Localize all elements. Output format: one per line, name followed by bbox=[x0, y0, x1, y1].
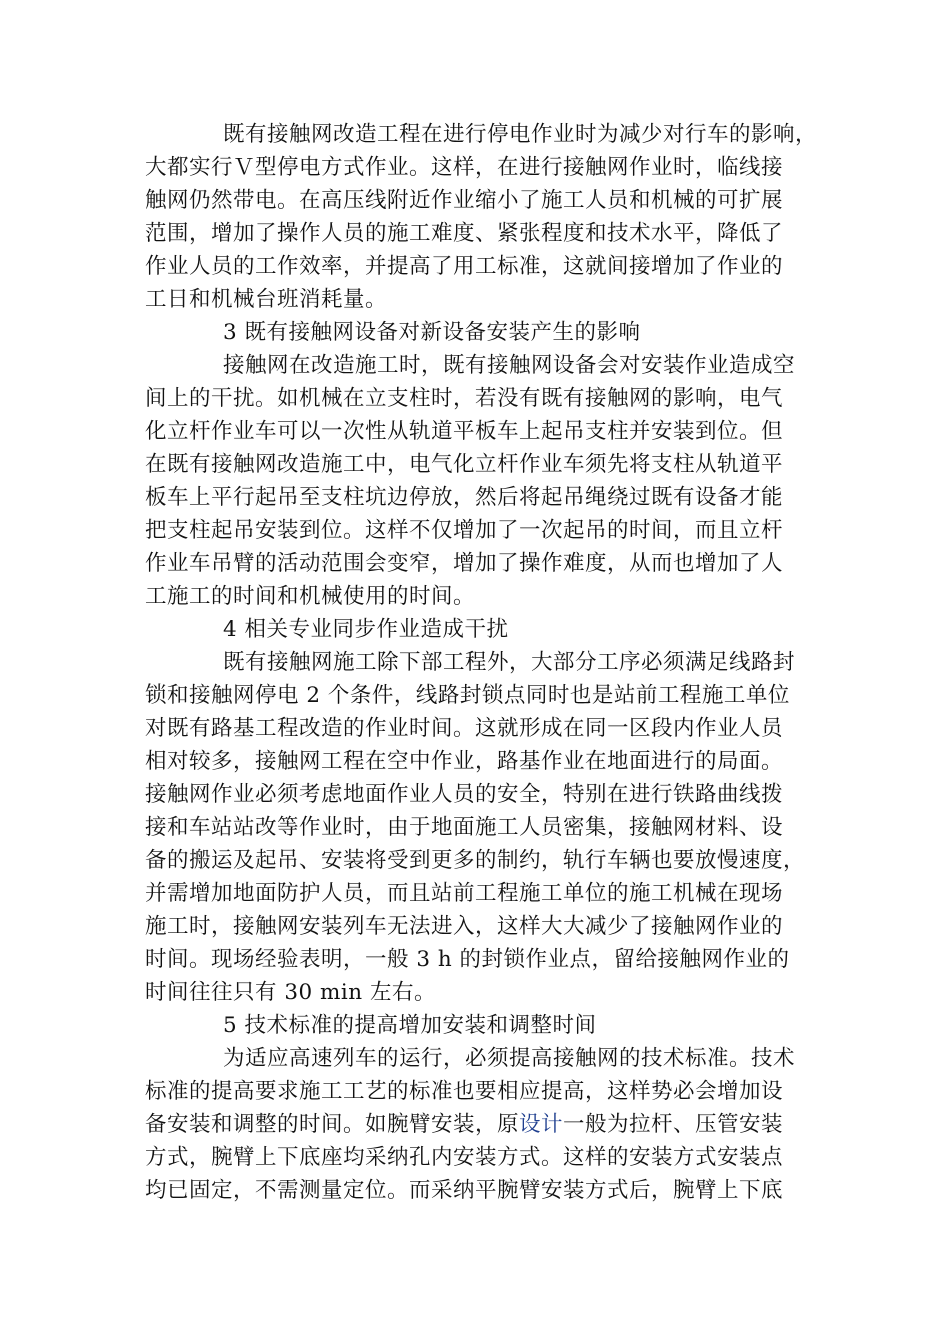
text-line: 作业车吊臂的活动范围会变窄，增加了操作难度，从而也增加了人 bbox=[145, 551, 784, 576]
heading-line: 4 相关专业同步作业造成干扰 bbox=[223, 617, 509, 642]
section-heading bbox=[145, 1009, 815, 1042]
text-line: 备的搬运及起吊、安装将受到更多的制约，轨行车辆也要放慢速度， bbox=[145, 848, 806, 873]
paragraph bbox=[145, 646, 815, 1009]
text-line: 既有接触网改造工程在进行停电作业时为减少对行车的影响， bbox=[223, 122, 818, 147]
paragraph bbox=[145, 118, 818, 316]
text-line: 锁和接触网停电 2 个条件，线路封锁点同时也是站前工程施工单位 bbox=[145, 683, 790, 708]
text-line: 施工时，接触网安装列车无法进入，这样大大减少了接触网作业的 bbox=[145, 914, 784, 939]
paragraph bbox=[145, 1042, 815, 1207]
text-line: 时间。现场经验表明，一般 3 h 的封锁作业点，留给接触网作业的 bbox=[145, 947, 790, 972]
text-line: 把支柱起吊安装到位。这样不仅增加了一次起吊的时间，而且立杆 bbox=[145, 518, 784, 543]
text-line: 间上的干扰。如机械在立支柱时，若没有既有接触网的影响，电气 bbox=[145, 386, 784, 411]
text-line: 工施工的时间和机械使用的时间。 bbox=[145, 584, 476, 609]
section-heading bbox=[145, 316, 815, 349]
text-line: 大都实行Ｖ型停电方式作业。这样，在进行接触网作业时，临线接 bbox=[145, 155, 784, 180]
text-line: 相对较多，接触网工程在空中作业，路基作业在地面进行的局面。 bbox=[145, 749, 784, 774]
text-line: 接触网作业必须考虑地面作业人员的安全，特别在进行铁路曲线拨 bbox=[145, 782, 784, 807]
text-line: 时间往往只有 30 min 左右。 bbox=[145, 980, 436, 1005]
text-line: 作业人员的工作效率，并提高了用工标准，这就间接增加了作业的 bbox=[145, 254, 784, 279]
text-line: 对既有路基工程改造的作业时间。这就形成在同一区段内作业人员 bbox=[145, 716, 784, 741]
text-line: 方式，腕臂上下底座均采纳孔内安装方式。这样的安装方式安装点 bbox=[145, 1145, 784, 1170]
article-body bbox=[145, 118, 818, 1207]
text-line: 为适应高速列车的运行，必须提高接触网的技术标准。技术 bbox=[223, 1046, 796, 1071]
text-line: 范围，增加了操作人员的施工难度、紧张程度和技术水平，降低了 bbox=[145, 221, 784, 246]
section-heading bbox=[145, 613, 815, 646]
text-line: 板车上平行起吊至支柱坑边停放，然后将起吊绳绕过既有设备才能 bbox=[145, 485, 784, 510]
text-line: 备安装和调整的时间。如腕臂安装，原设计一般为拉杆、压管安装 bbox=[145, 1112, 784, 1137]
design-link[interactable]: 设计 bbox=[519, 1112, 564, 1137]
text-line: 接和车站站改等作业时，由于地面施工人员密集，接触网材料、设 bbox=[145, 815, 784, 840]
text-line: 接触网在改造施工时，既有接触网设备会对安装作业造成空 bbox=[223, 353, 796, 378]
text-line: 均已固定，不需测量定位。而采纳平腕臂安装方式后，腕臂上下底 bbox=[145, 1178, 784, 1203]
text-line: 化立杆作业车可以一次性从轨道平板车上起吊支柱并安装到位。但 bbox=[145, 419, 784, 444]
paragraph bbox=[145, 349, 815, 613]
heading-line: 5 技术标准的提高增加安装和调整时间 bbox=[223, 1013, 597, 1038]
text-line: 并需增加地面防护人员，而且站前工程施工单位的施工机械在现场 bbox=[145, 881, 784, 906]
text-line: 标准的提高要求施工工艺的标准也要相应提高，这样势必会增加设 bbox=[145, 1079, 784, 1104]
text-line: 工日和机械台班消耗量。 bbox=[145, 287, 388, 312]
text-line: 既有接触网施工除下部工程外，大部分工序必须满足线路封 bbox=[223, 650, 796, 675]
text-line: 在既有接触网改造施工中，电气化立杆作业车须先将支柱从轨道平 bbox=[145, 452, 784, 477]
text-line: 触网仍然带电。在高压线附近作业缩小了施工人员和机械的可扩展 bbox=[145, 188, 784, 213]
heading-line: 3 既有接触网设备对新设备安装产生的影响 bbox=[223, 320, 641, 345]
